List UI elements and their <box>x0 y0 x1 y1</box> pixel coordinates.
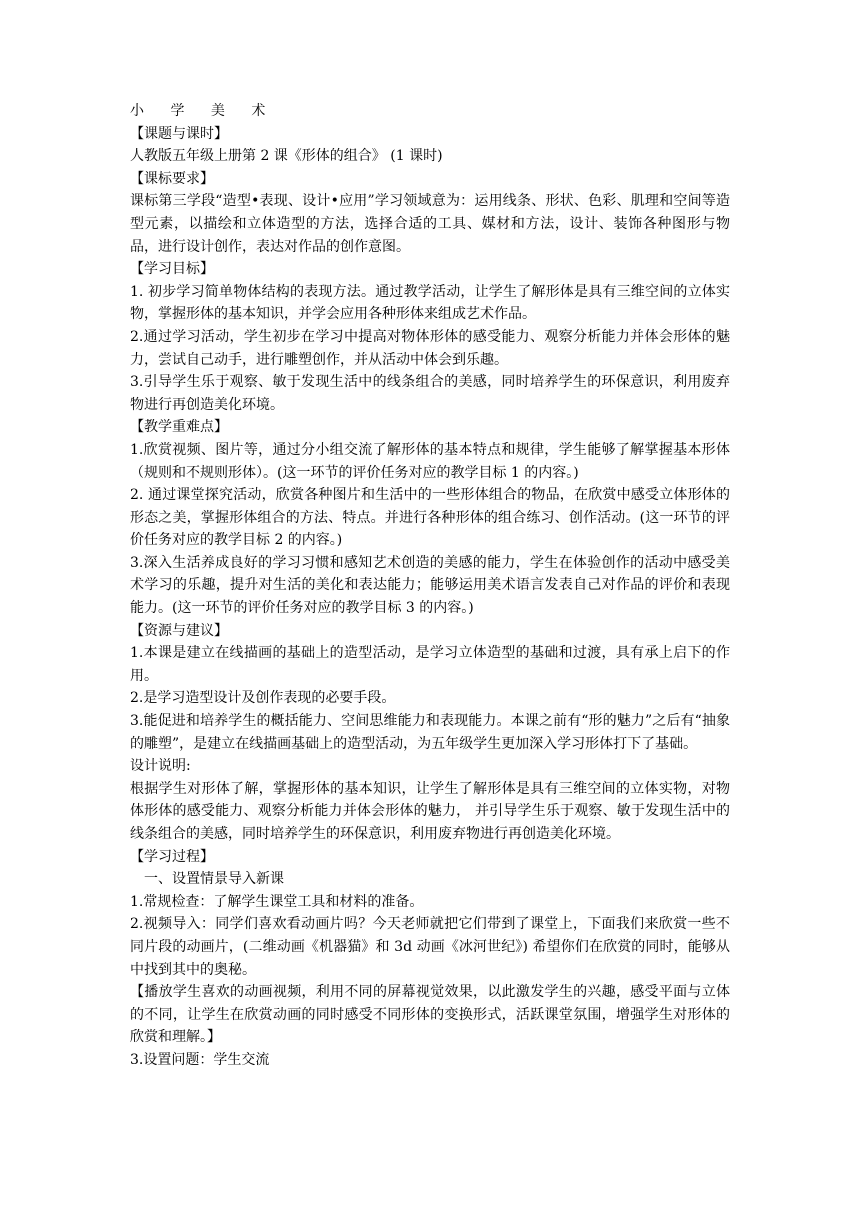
process-step-1-note: 【播放学生喜欢的动画视频，利用不同的屏幕视觉效果，以此激发学生的兴趣，感受平面与立体的不同，让学生在欣赏动画的同时感受不同形体的变换形式，活跃课堂氛围，增强学生对形体的欣赏和理解。】 <box>130 984 730 1046</box>
design-paragraph: 根据学生对形体了解，掌握形体的基本知识，让学生了解形体是具有三维空间的立体实物，对物体形体的感受能力、观察分析能力并体会形体的魅力， 并引导学生乐于观察、敏于发现生活中的线条组合的美感，同时培养学生的环保意识，利用废弃物进行再创造美化环境。 <box>130 780 730 842</box>
resource-item-2: 2.是学习造型设计及创作表现的必要手段。 <box>130 690 396 707</box>
goal-item-2: 2.通过学习活动，学生初步在学习中提高对物体形体的感受能力、观察分析能力并体会形体的魅力，尝试自己动手，进行雕塑创作，并从活动中体会到乐趣。 <box>130 328 730 368</box>
heading-standard: 【课标要求】 <box>130 170 214 187</box>
key-point-2: 2. 通过课堂探究活动，欣赏各种图片和生活中的一些形体组合的物品，在欣赏中感受立体形体的形态之美，掌握形体组合的方法、特点。并进行各种形体的组合练习、创作活动。(这一环节的评价任务对应的教学目标 2 的内容。) <box>130 487 730 549</box>
document-title: 小 学 美 术 <box>130 103 277 119</box>
process-step-1-title: 一、设置情景导入新课 <box>144 871 284 888</box>
process-step-1-item-3: 3.设置问题：学生交流 <box>130 1051 270 1068</box>
resource-item-3: 3.能促进和培养学生的概括能力、空间思维能力和表现能力。本课之前有“形的魅力”之后有“抽象的雕塑”，是建立在线描画基础上的造型活动，为五年级学生更加深入学习形体打下了基础。 <box>130 713 730 752</box>
process-step-1-item-1: 1.常规检查：了解学生课堂工具和材料的准备。 <box>130 893 424 910</box>
key-point-1: 1.欣赏视频、图片等，通过分小组交流了解形体的基本特点和规律，学生能够了解掌握基本形体（规则和不规则形体）。(这一环节的评价任务对应的教学目标 1 的内容。) <box>130 441 730 481</box>
process-step-1-item-2: 2.视频导入：同学们喜欢看动画片吗？今天老师就把它们带到了课堂上，下面我们来欣赏一些不同片段的动画片，(二维动画《机器猫》和 3d 动画《冰河世纪》) 希望你们在欣赏的同时，能够从中找到其中的奥秘。 <box>130 916 730 978</box>
heading-process: 【学习过程】 <box>130 848 214 865</box>
heading-resources: 【资源与建议】 <box>130 622 228 639</box>
design-label: 设计说明: <box>130 758 191 775</box>
standard-paragraph: 课标第三学段“造型•表现、设计•应用”学习领域意为：运用线条、形状、色彩、肌理和空间等造型元素，以描绘和立体造型的方法，选择合适的工具、媒材和方法，设计、装饰各种图形与物品，进行设计创作，表达对作品的创作意图。 <box>130 193 730 255</box>
key-point-3: 3.深入生活养成良好的学习习惯和感知艺术创造的美感的能力，学生在体验创作的活动中感受美术学习的乐趣，提升对生活的美化和表达能力；能够运用美术语言发表自己对作品的评价和表现能力。(这一环节的评价任务对应的教学目标 3 的内容。) <box>130 554 730 617</box>
resource-item-1: 1.本课是建立在线描画的基础上的造型活动，是学习立体造型的基础和过渡，具有承上启下的作用。 <box>130 645 730 684</box>
heading-goals: 【学习目标】 <box>130 261 214 278</box>
heading-key-points: 【教学重难点】 <box>130 419 228 436</box>
document-page <box>130 100 730 1072</box>
heading-topic: 【课题与课时】 <box>130 125 228 142</box>
topic-line: 人教版五年级上册第 2 课《形体的组合》 (1 课时) <box>130 148 443 165</box>
goal-item-3: 3.引导学生乐于观察、敏于发现生活中的线条组合的美感，同时培养学生的环保意识，利用废弃物进行再创造美化环境。 <box>130 374 730 413</box>
goal-item-1: 1. 初步学习简单物体结构的表现方法。通过教学活动，让学生了解形体是具有三维空间的立体实物，掌握形体的基本知识，并学会应用各种形体来组成艺术作品。 <box>130 283 730 323</box>
